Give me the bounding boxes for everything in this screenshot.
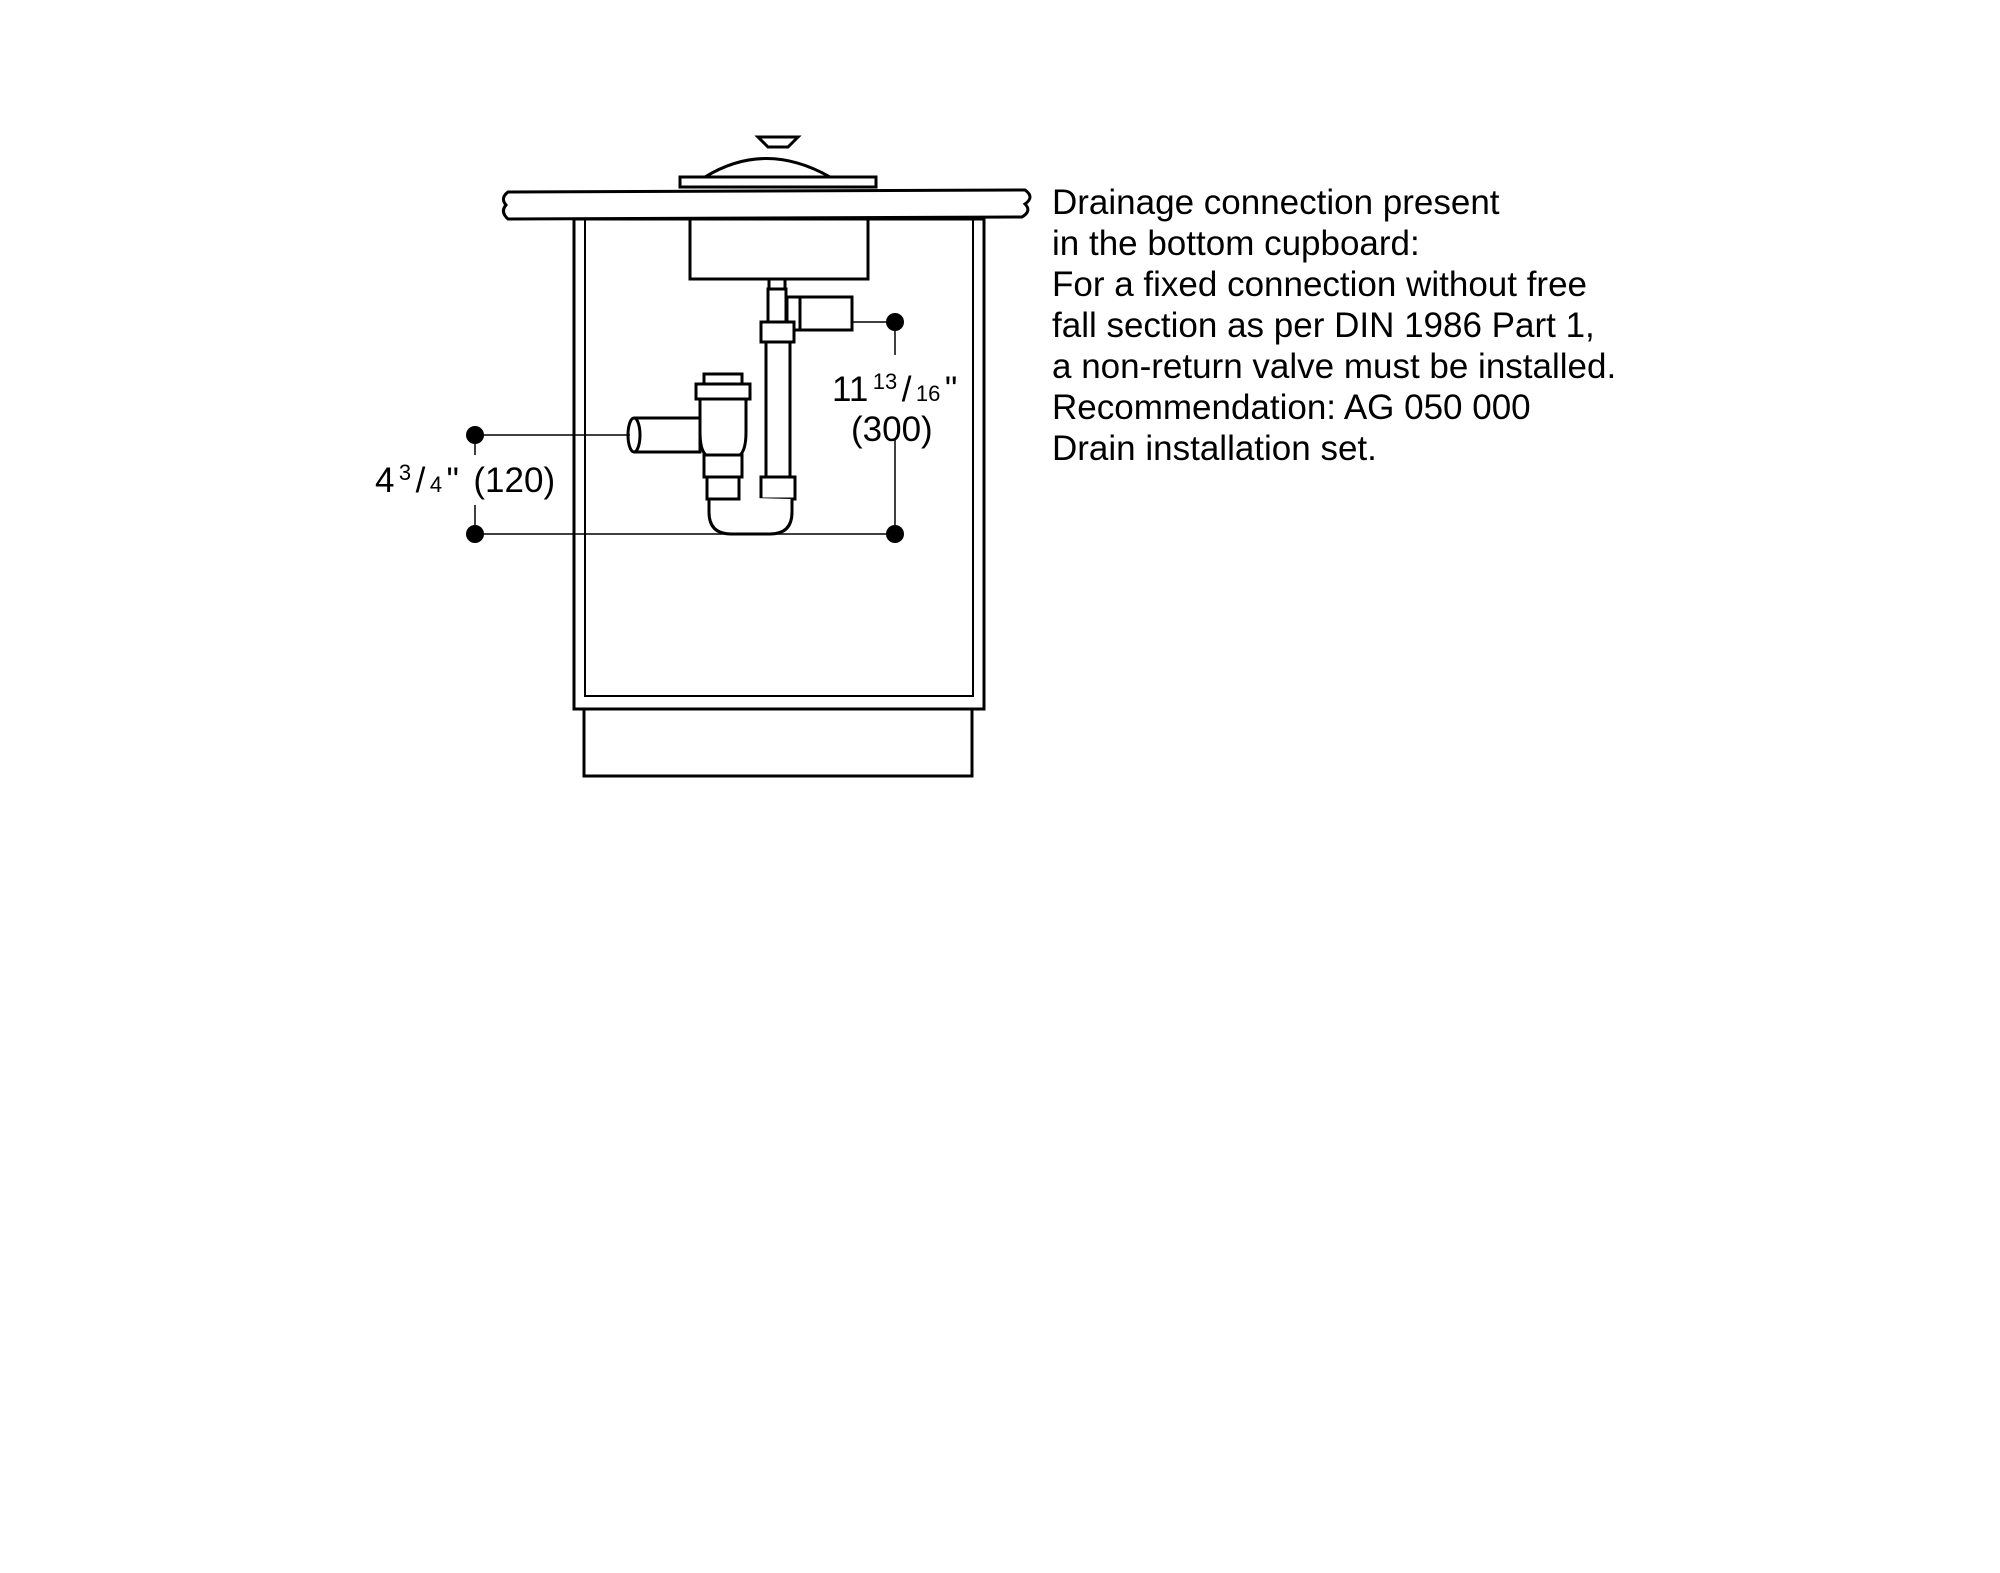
dimension-point-bottom-right bbox=[886, 525, 904, 543]
dimension-horizontal-numerator: 3 bbox=[398, 460, 412, 485]
note-line-3: For a fixed connection without free bbox=[1052, 265, 1588, 304]
note-line-6: Recommendation: AG 050 000 bbox=[1052, 388, 1531, 427]
dimension-point-bottom-left bbox=[466, 525, 484, 543]
note-line-4: fall section as per DIN 1986 Part 1, bbox=[1052, 306, 1595, 345]
drain-pipe bbox=[628, 289, 852, 534]
countertop bbox=[503, 190, 1030, 219]
dimension-point-top-right bbox=[886, 313, 904, 331]
dimension-vertical-metric: (300) bbox=[851, 410, 933, 449]
note-line-2: in the bottom cupboard: bbox=[1052, 224, 1420, 263]
dimension-horizontal-denominator: 4 bbox=[429, 472, 443, 497]
dimension-vertical-unit: " bbox=[944, 370, 958, 409]
dimension-vertical-numerator: 13 bbox=[872, 369, 898, 394]
dimension-vertical-whole: 11 bbox=[832, 370, 869, 409]
dimension-vertical-denominator: 16 bbox=[915, 381, 941, 406]
dimension-point-top-left bbox=[466, 426, 484, 444]
dimension-horizontal-label: 4 3 / 4 " (120) bbox=[375, 460, 556, 500]
drainage-note bbox=[1052, 182, 1616, 469]
dimension-horizontal-unit: " bbox=[446, 461, 459, 500]
dimension-horizontal-metric: (120) bbox=[473, 461, 556, 500]
dimension-vertical-label: 11 13 / 16 " bbox=[832, 369, 958, 409]
note-line-5: a non-return valve must be installed. bbox=[1052, 347, 1617, 386]
pot-lid bbox=[680, 137, 876, 187]
note-line-7: Drain installation set. bbox=[1052, 429, 1377, 468]
note-line-1: Drainage connection present bbox=[1052, 183, 1500, 222]
dimension-horizontal-whole: 4 bbox=[375, 461, 395, 500]
sink-basin bbox=[690, 219, 868, 289]
